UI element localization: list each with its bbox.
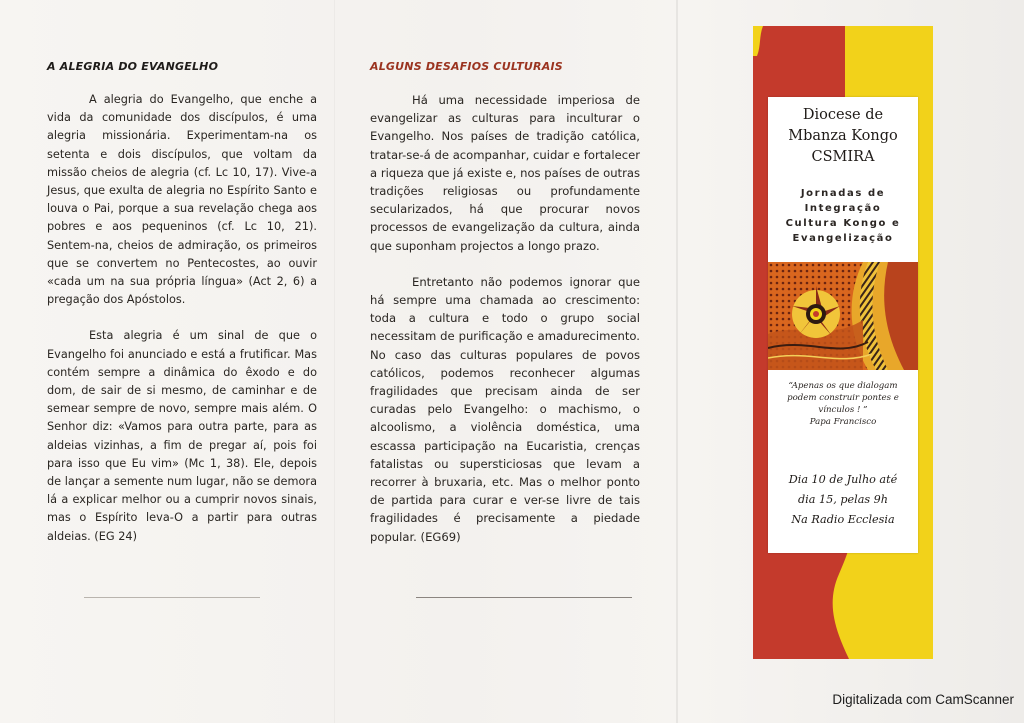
quote-line: “Apenas os que dialogam — [788, 381, 898, 391]
event-title-line: Jornadas de — [800, 188, 886, 199]
cover-title-line: Mbanza Kongo — [788, 128, 898, 144]
fold-line — [676, 0, 678, 723]
quote-author: Papa Francisco — [809, 417, 877, 427]
divider-line — [416, 597, 632, 598]
schedule-line: Na Radio Ecclesia — [791, 513, 895, 526]
schedule-line: Dia 10 de Julho até — [788, 473, 898, 486]
event-title — [768, 186, 918, 246]
event-title-line: Evangelização — [792, 233, 894, 244]
divider-line — [84, 597, 260, 598]
middle-panel-paragraph: Há uma necessidade imperiosa de evangelizar as culturas para inculturar o Evangelho. Nos países de tradição católica, tratar-se-á de acompanhar, cuidar e fortalecer a riqueza que já existe e, nos países de outras tradições religiosas ou profundamente secularizados, há que procurar novos processos de evangelização da cultura, ainda que suponham projectos a longo prazo. — [370, 93, 640, 253]
cover-title-line: Diocese de — [802, 107, 884, 123]
cover-title — [768, 105, 918, 168]
middle-panel — [370, 60, 640, 564]
left-panel-paragraph: Esta alegria é um sinal de que o Evangelho foi anunciado e está a frutificar. Mas contém sempre a dinâmica do êxodo e do dom, de sair de si mesmo, de caminhar e de semear sempre de novo, sempre mais além. O Senhor diz: «Vamos para outra parte, para as aldeias vizinhas, a fim de pregar aí, pois foi para isso que Eu vim» (Mc 1, 38). Ele, depois de lançar a semente num lugar, não se demora lá a explicar melhor ou a cumprir novos sinais, mas o Espírito leva-O a partir para outras aldeias. (EG 24) — [47, 329, 317, 543]
left-panel — [47, 60, 317, 564]
event-title-line: Cultura Kongo e — [785, 218, 901, 229]
pope-quote — [774, 380, 912, 428]
schedule-line: dia 15, pelas 9h — [798, 493, 888, 506]
left-panel-paragraph: A alegria do Evangelho, que enche a vida da comunidade dos discípulos, é uma alegria missionária. Experimentam-na os setenta e dois discípulos, que voltam da missão cheios de alegria (cf. Lc 10, 17). Vive-a Jesus, que exulta de alegria no Espírito Santo e louva o Pai, porque a sua revelação chega aos pobres e aos pequeninos (cf. Lc 10, 21). Sentem-na, cheios de admiração, os primeiros que se convertem no Pentecostes, ao ouvir «cada um na sua própria língua» (Act 2, 6) a pregação dos Apóstolos. — [47, 93, 317, 307]
quote-line: podem construir pontes e — [787, 393, 899, 403]
left-panel-heading: A ALEGRIA DO EVANGELHO — [47, 60, 219, 73]
quote-line: vínculos ! ” — [818, 405, 868, 415]
scanner-watermark: Digitalizada com CamScanner — [832, 692, 1014, 707]
cover-title-line: CSMIRA — [811, 149, 875, 165]
event-schedule — [768, 470, 918, 530]
event-title-line: Integração — [804, 203, 882, 214]
middle-panel-paragraph: Entretanto não podemos ignorar que há sempre uma chamada ao crescimento: toda a cultura e todo o grupo social necessitam de purificação e amadurecimento. No caso das culturas populares de povos católicos, podemos reconhecer algumas fragilidades que precisam ainda de ser curadas pelo Evangelho: o machismo, o alcoolismo, a violência doméstica, uma escassa participação na Eucaristia, crenças fatalistas ou supersticiosas que levam a recorrer à bruxaria, etc. Mas o melhor ponto de partida para curar e ver-se livre de tais fragilidades é precisamente a piedade popular. (EG69) — [370, 274, 640, 544]
middle-panel-heading: ALGUNS DESAFIOS CULTURAIS — [370, 60, 563, 73]
fold-line — [334, 0, 335, 723]
african-pattern-artwork — [768, 262, 918, 370]
